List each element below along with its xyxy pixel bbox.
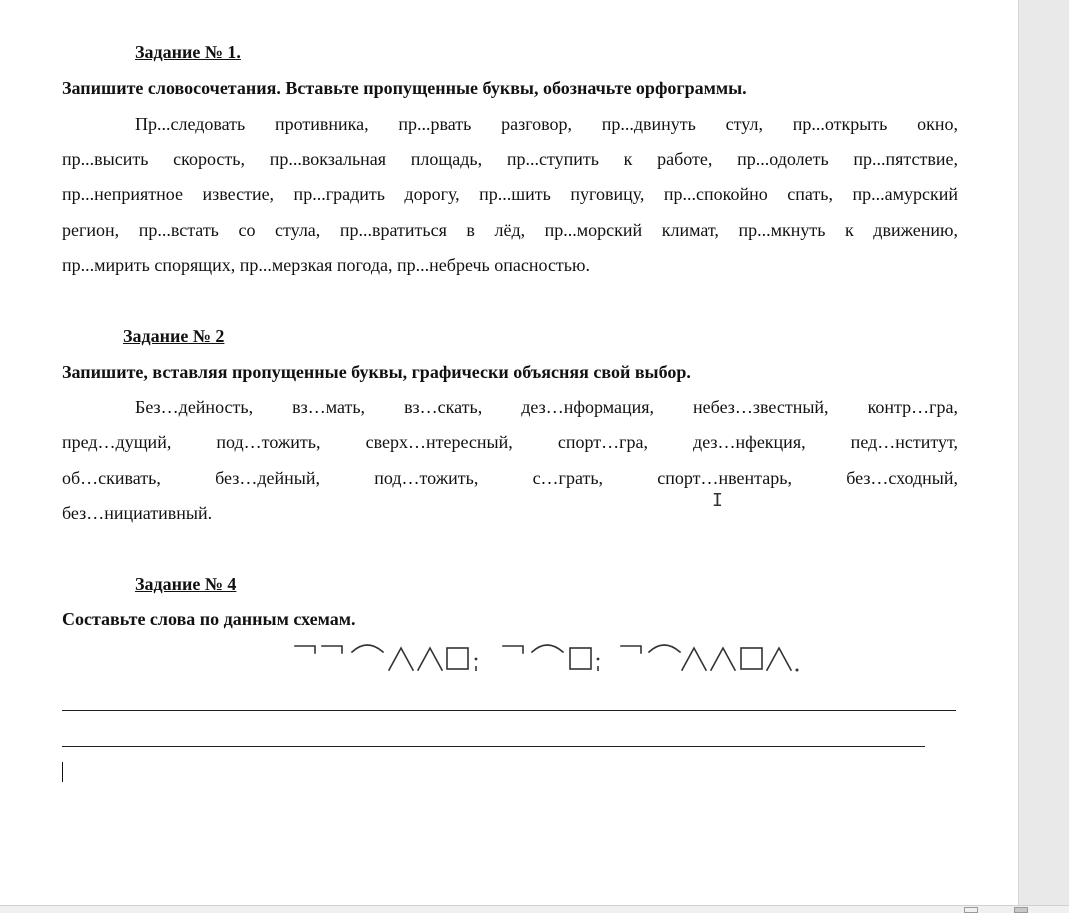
task1-line: пр...неприятное известие, пр...градить дорогу, пр...шить пуговицу, пр...спокойно спать, пр...амурский xyxy=(62,184,958,204)
task1-line: пр...высить скорость, пр...вокзальная площадь, пр...ступить к работе, пр...одолеть пр...пятствие, xyxy=(62,149,958,169)
ending-symbol xyxy=(741,648,762,669)
status-bar xyxy=(0,905,1069,913)
task2-heading: Задание № 2 xyxy=(123,326,225,346)
suffix-symbol xyxy=(711,648,735,670)
root-symbol xyxy=(352,645,383,652)
root-symbol xyxy=(532,645,563,652)
task4-instruction: Составьте слова по данным схемам. xyxy=(62,609,356,629)
read-mode-icon[interactable] xyxy=(964,907,978,913)
text-cursor xyxy=(62,762,63,782)
answer-line xyxy=(62,710,956,711)
task1-line: регион, пр...встать со стула, пр...вратиться в лёд, пр...морский климат, пр...мкнуть к движению, xyxy=(62,220,958,240)
print-layout-icon[interactable] xyxy=(1014,907,1028,913)
period-mark xyxy=(796,669,799,672)
mouse-ibeam-cursor-icon: I xyxy=(712,490,723,511)
task1-line: пр...мирить спорящих, пр...мерзкая погода, пр...небречь опасностью. xyxy=(62,255,590,275)
prefix-symbol xyxy=(295,646,315,653)
root-symbol xyxy=(649,645,680,652)
task4-heading: Задание № 4 xyxy=(135,574,237,594)
task1-heading: Задание № 1. xyxy=(135,42,241,62)
task2-line: без…нициативный. xyxy=(62,503,213,523)
prefix-symbol xyxy=(503,646,523,653)
suffix-symbol xyxy=(682,648,706,670)
task2-line: Без…дейность, вз…мать, вз…скать, дез…нформация, небез…звестный, контр…гра, xyxy=(135,397,958,417)
suffix-symbol xyxy=(389,648,413,670)
word-scheme-figure xyxy=(290,638,810,680)
suffix-symbol xyxy=(418,648,442,670)
task2-line: пред…дущий, под…тожить, сверх…нтересный, спорт…гра, дез…нфекция, пед…нститут, xyxy=(62,432,958,452)
prefix-symbol xyxy=(322,646,342,653)
prefix-symbol xyxy=(621,646,641,653)
ending-symbol xyxy=(447,648,468,669)
semicolon-mark xyxy=(475,658,478,671)
task1-instruction: Запишите словосочетания. Вставьте пропущенные буквы, обозначьте орфограммы. xyxy=(62,78,747,98)
task2-line: об…скивать, без…дейный, под…тожить, с…грать, спорт…нвентарь, без…сходный, xyxy=(62,468,958,488)
vertical-scrollbar[interactable] xyxy=(1018,0,1069,905)
suffix-symbol xyxy=(767,648,791,670)
task2-instruction: Запишите, вставляя пропущенные буквы, графически объясняя свой выбор. xyxy=(62,362,691,382)
task1-line: Пр...следовать противника, пр...рвать разговор, пр...двинуть стул, пр...открыть окно, xyxy=(135,114,958,134)
semicolon-mark xyxy=(597,658,600,671)
ending-symbol xyxy=(570,648,591,669)
answer-line xyxy=(62,746,925,747)
